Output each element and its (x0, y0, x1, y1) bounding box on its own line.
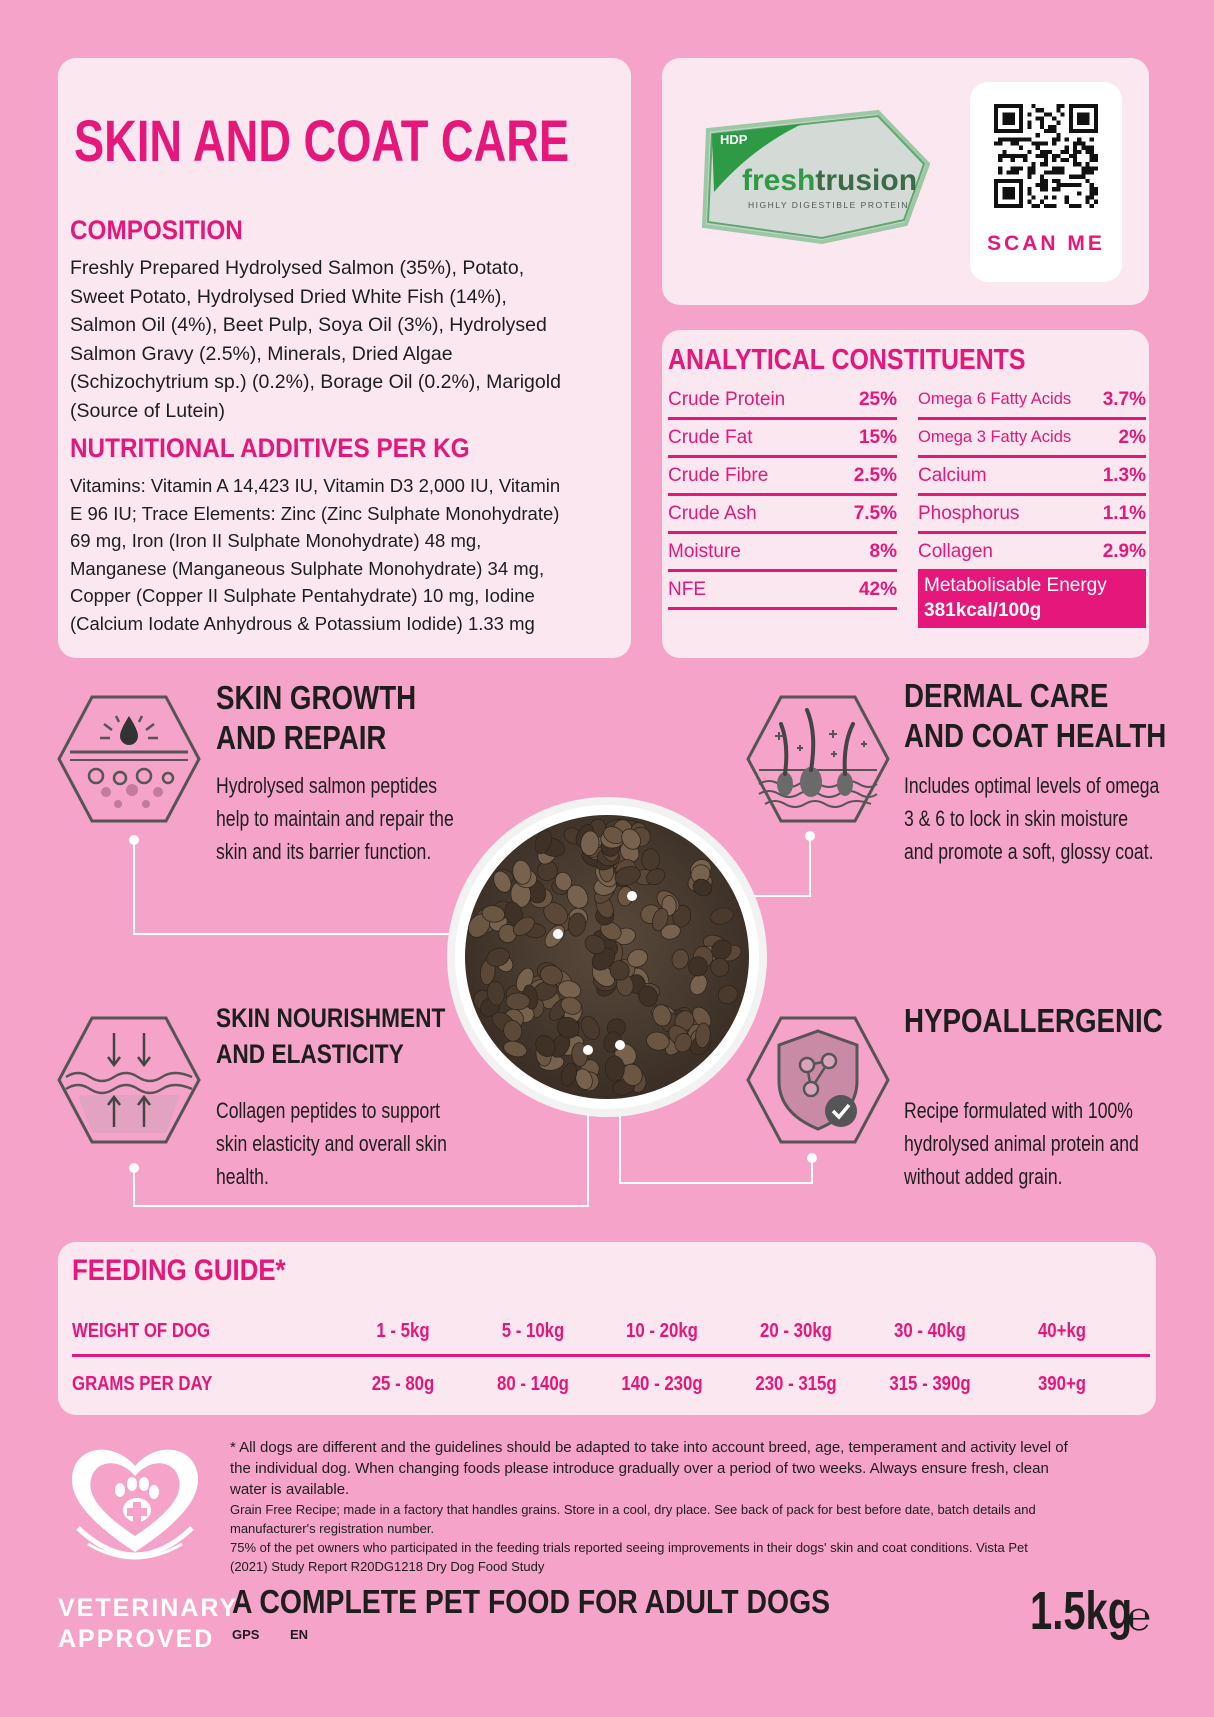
feature-title-line: SKIN GROWTH (216, 679, 417, 716)
additives-line: Copper (Copper II Sulphate Pentahydrate) 10 mg, Iodine (70, 585, 535, 606)
moisture-arrows-icon (56, 1015, 202, 1145)
composition-line: Sweet Potato, Hydrolysed Dried White Fish (14%), (70, 285, 507, 308)
feature-desc-line: skin elasticity and overall skin (216, 1131, 447, 1156)
energy-value: 381kcal/100g (924, 600, 1042, 621)
feature-title-line: SKIN NOURISHMENT (216, 1003, 446, 1033)
analytical-value: 1.3% (1102, 464, 1146, 486)
feeding-divider (72, 1354, 1150, 1357)
weight-label: WEIGHT OF DOG (72, 1320, 211, 1342)
note-line: the individual dog. When changing foods please introduce gradually over a period of two weeks. Always ensure fresh, clean (230, 1460, 1049, 1477)
additives-line: 69 mg, Iron (Iron II Sulphate Monohydrate) 48 mg, (70, 530, 482, 551)
analytical-title: ANALYTICAL CONSTITUENTS (668, 344, 1026, 376)
analytical-value: 2.5% (853, 464, 897, 486)
energy-label: Metabolisable Energy (924, 575, 1107, 596)
analytical-label: Crude Fibre (668, 464, 769, 486)
dermal-desc (904, 769, 1159, 868)
grams-cell: 390+g (1037, 1373, 1087, 1395)
analytical-label: Collagen (918, 540, 993, 562)
analytical-value: 1.1% (1102, 502, 1146, 524)
grams-cell: 80 - 140g (497, 1373, 569, 1395)
note-line: * All dogs are different and the guidelines should be adapted to take into account breed, age, temperament and activity level of (230, 1439, 1068, 1456)
scan-me-label: SCAN ME (987, 232, 1105, 255)
brand-tagline: HIGHLY DIGESTIBLE PROTEIN (748, 200, 909, 210)
skin-growth-desc (216, 769, 454, 868)
additives-heading: NUTRITIONAL ADDITIVES PER KG (70, 433, 470, 463)
hair-follicle-icon (745, 694, 891, 824)
note-line: manufacturer's registration number. (230, 1521, 435, 1536)
weight-cell: 40+kg (1037, 1320, 1087, 1342)
weight-cell: 1 - 5kg (376, 1320, 430, 1342)
analytical-value: 8% (869, 540, 897, 562)
analytical-value: 2% (1118, 426, 1146, 448)
brand-fresh: fresh (742, 164, 816, 197)
analytical-label: Crude Ash (668, 502, 757, 524)
vet-line: APPROVED (58, 1625, 215, 1653)
feature-desc-line: skin and its barrier function. (216, 839, 432, 864)
analytical-label: Omega 6 Fatty Acids (918, 390, 1072, 408)
composition-line: Salmon Oil (4%), Beet Pulp, Soya Oil (3%), Hydrolysed (70, 314, 547, 336)
weight-row (72, 1314, 1150, 1354)
nourish-title (216, 1000, 445, 1072)
composition-line: Salmon Gravy (2.5%), Minerals, Dried Algae (70, 342, 453, 365)
weight-cell: 5 - 10kg (501, 1320, 565, 1342)
analytical-value: 42% (858, 578, 897, 600)
feature-desc-line: Includes optimal levels of omega (904, 773, 1160, 798)
composition-line: Freshly Prepared Hydrolysed Salmon (35%), Potato, (70, 257, 525, 279)
feature-desc-line: 3 & 6 to lock in skin moisture (904, 806, 1129, 831)
feeding-guide-card (58, 1242, 1156, 1415)
feature-desc-line: without added grain. (904, 1164, 1063, 1189)
vet-line: VETERINARY (58, 1594, 239, 1622)
skin-layers-icon (56, 694, 202, 824)
grams-cell: 140 - 230g (621, 1373, 703, 1395)
page-title: SKIN AND COAT CARE (74, 109, 570, 174)
nourish-desc (216, 1094, 447, 1193)
analytical-label: Crude Protein (668, 388, 786, 410)
note-line: water is available. (230, 1481, 350, 1498)
feature-title-line: DERMAL CARE (904, 677, 1109, 714)
dermal-title (904, 676, 1166, 756)
analytical-value: 15% (858, 426, 897, 448)
feature-desc-line: health. (216, 1164, 269, 1189)
shield-check-icon (745, 1015, 891, 1145)
vet-approved-text (58, 1593, 238, 1655)
feature-desc-line: Recipe formulated with 100% (904, 1098, 1133, 1123)
analytical-label: NFE (668, 578, 706, 600)
grams-cell: 25 - 80g (371, 1373, 435, 1395)
feature-title-line: AND ELASTICITY (216, 1039, 404, 1069)
complete-food-statement: A COMPLETE PET FOOD FOR ADULT DOGS (232, 1583, 831, 1620)
hypo-title: HYPOALLERGENIC (904, 1002, 1163, 1039)
feature-title-line: AND REPAIR (216, 719, 387, 756)
feature-desc-line: and promote a soft, glossy coat. (904, 839, 1154, 864)
analytical-value: 2.9% (1102, 540, 1146, 562)
weight-cell: 10 - 20kg (626, 1320, 698, 1342)
grams-cell: 230 - 315g (755, 1373, 837, 1395)
hdp-badge: HDP (720, 132, 748, 147)
analytical-label: Phosphorus (918, 502, 1020, 524)
composition-heading: COMPOSITION (70, 215, 243, 245)
kibble-bowl-image (445, 795, 769, 1119)
feature-desc-line: Hydrolysed salmon peptides (216, 773, 438, 798)
additives-line: Vitamins: Vitamin A 14,423 IU, Vitamin D3 2,000 IU, Vitamin (70, 475, 561, 496)
grams-cell: 315 - 390g (889, 1373, 971, 1395)
analytical-value: 7.5% (853, 502, 897, 524)
composition-line: (Schizochytrium sp.) (0.2%), Borage Oil (0.2%), Marigold (70, 371, 561, 393)
feature-desc-line: Collagen peptides to support (216, 1098, 441, 1123)
analytical-label: Omega 3 Fatty Acids (918, 428, 1072, 446)
analytical-label: Calcium (918, 464, 987, 486)
grams-label: GRAMS PER DAY (72, 1373, 213, 1395)
analytical-label: Crude Fat (668, 426, 753, 448)
language-code-en: EN (290, 1627, 309, 1642)
weight-cell: 20 - 30kg (760, 1320, 832, 1342)
note-line: Grain Free Recipe; made in a factory that handles grains. Store in a cool, dry place. See back of pack for best before date, batch details and (230, 1502, 1036, 1517)
net-weight: 1.5kg (1030, 1581, 1133, 1641)
additives-line: (Calcium Iodate Anhydrous & Potassium Iodide) 1.33 mg (70, 612, 535, 634)
skin-growth-title (216, 678, 416, 758)
additives-line: Manganese (Manganeous Sulphate Monohydrate) 34 mg, (70, 557, 545, 579)
language-code-gps: GPS (232, 1627, 260, 1642)
feature-desc-line: help to maintain and repair the (216, 806, 454, 831)
note-line: 75% of the pet owners who participated in the feeding trials reported seeing improvements in their dogs' skin and coat conditions. Vista Pet (230, 1540, 1028, 1555)
grams-row (72, 1367, 1150, 1407)
vet-heart-icon (60, 1432, 210, 1572)
weight-cell: 30 - 40kg (894, 1320, 966, 1342)
feature-desc-line: hydrolysed animal protein and (904, 1131, 1139, 1156)
additives-line: E 96 IU; Trace Elements: Zinc (Zinc Sulphate Monohydrate) (70, 502, 560, 524)
hypo-desc (904, 1094, 1139, 1193)
footer-notes (230, 1437, 1150, 1576)
analytical-label: Moisture (668, 540, 741, 562)
estimated-sign-icon: ℮ (1127, 1594, 1152, 1640)
feeding-guide-title: FEEDING GUIDE* (72, 1254, 286, 1287)
composition-line: (Source of Lutein) (70, 399, 226, 422)
note-line: (2021) Study Report R20DG1218 Dry Dog Food Study (230, 1559, 545, 1574)
analytical-value: 25% (858, 388, 897, 410)
brand-trusion: trusion (815, 164, 918, 197)
analytical-value: 3.7% (1102, 388, 1146, 410)
feature-title-line: AND COAT HEALTH (904, 717, 1167, 754)
